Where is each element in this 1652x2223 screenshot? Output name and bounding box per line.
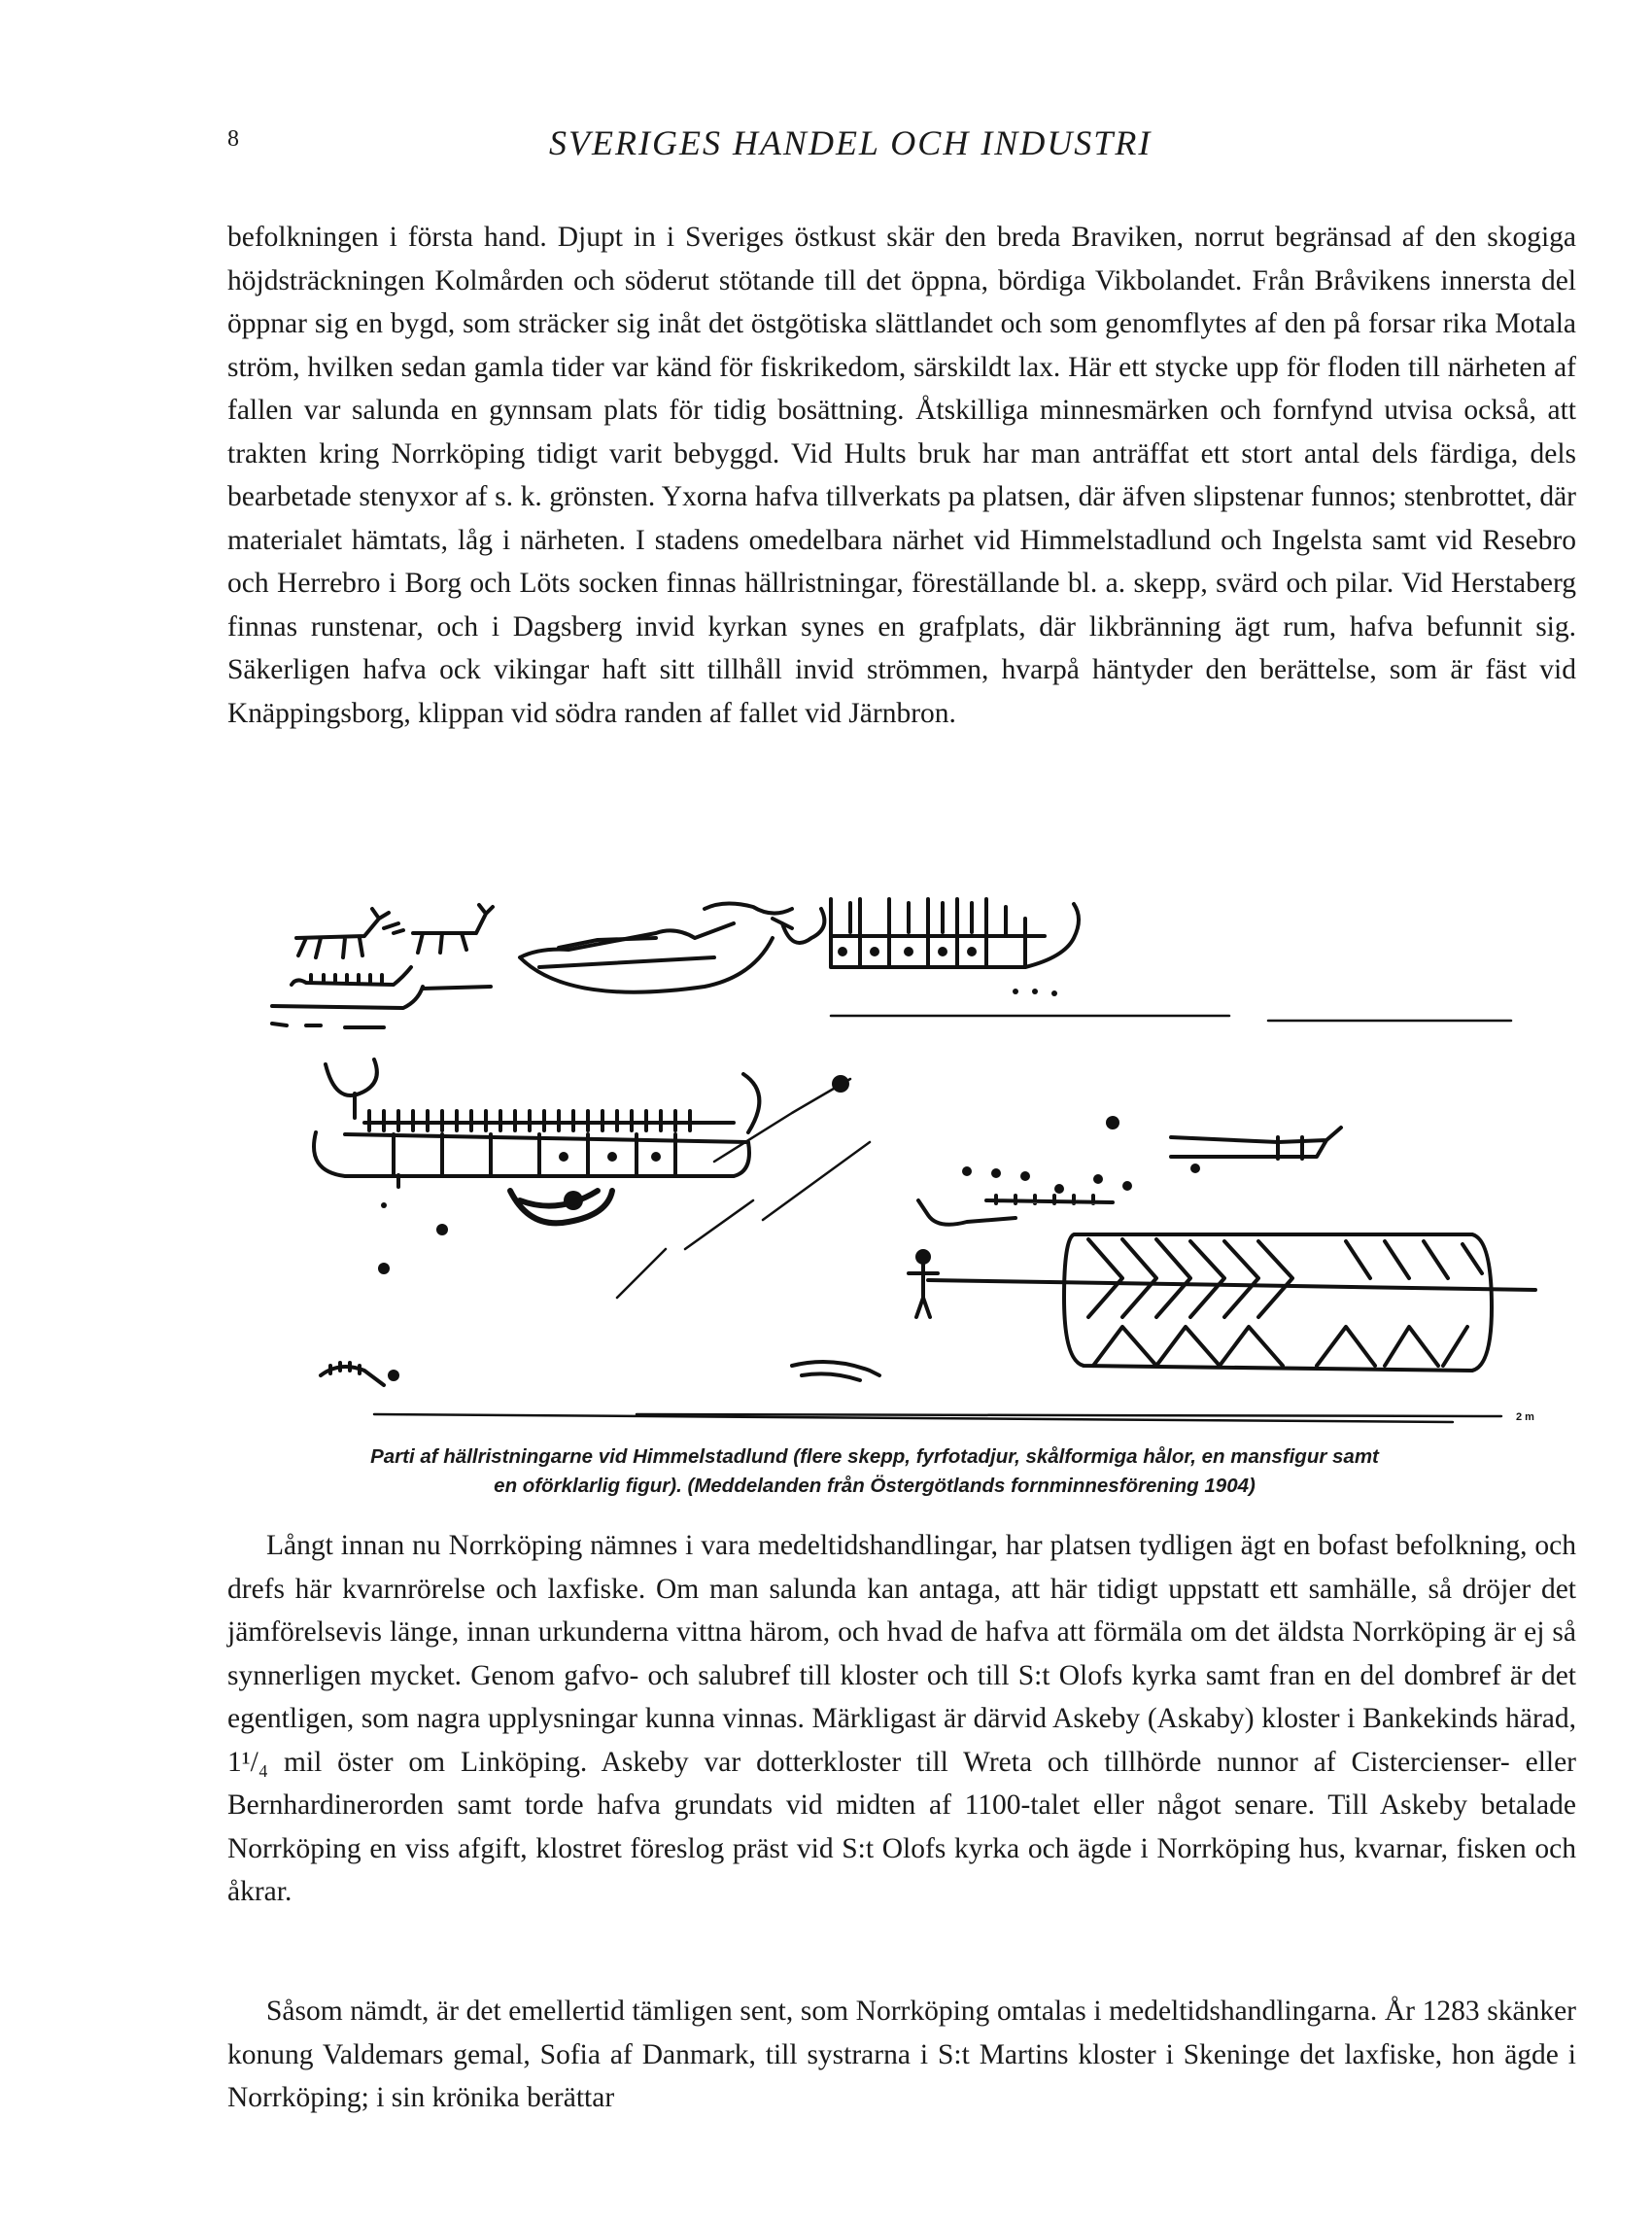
ship-figure-grid xyxy=(831,899,1079,967)
rock-carving-figure xyxy=(248,880,1550,1424)
running-title: SVERIGES HANDEL OCH INDUSTRI xyxy=(549,123,1153,162)
page-number: 8 xyxy=(227,126,239,152)
ship-figure-top xyxy=(520,903,824,991)
quadruped-figures xyxy=(296,905,493,957)
paragraph-2: Långt innan nu Norrköping nämnes i vara medeltidshandlingar, har platsen tydligen ägt en bofast befolkning, och drefs här kvarnrörelse och laxfiske. Om man salunda kan antaga, att här tidigt uppstatt ett samhälle, så dröjer det jämförelsevis länge, innan urkunderna vittna härom, och hvad de hafva att förmäla om det äldsta Norrköping är ej så synnerligen mycket. Genom gafvo- och salubref till kloster och till S:t Olofs kyrka samt fran en del dombref är det egentligen, som nagra upplysningar kunna vinnas. Märkligast är därvid Askeby (Askaby) kloster i Bankekinds härad, 1¹/₄ mil öster om Linköping. Askeby var dotterkloster till Wreta och tillhörde nunnor af Cistercienser- eller Bernhardinerorden samt torde hafva grundats vid midten af 1100-talet eller något senare. Till Askeby betalade Norrköping en viss afgift, klostret föreslog präst vid S:t Olofs kyrka och ägde i Norrköping hus, kvarnar, fisken och åkrar. xyxy=(227,1530,1576,1907)
small-boat-figures xyxy=(272,967,491,1027)
long-ship-figure xyxy=(314,1059,849,1187)
lower-left-marks xyxy=(321,1362,879,1385)
small-ship-right xyxy=(918,1196,1113,1225)
paragraph-3: Såsom nämdt, är det emellertid tämligen sent, som Norrköping omtalas i medeltidshandlingarna. År 1283 skänker konung Valdemars gemal, Sofia af Danmark, till systrarna i S:t Martins kloster i Skeninge det laxfiske, hon ägde i Norrköping; i sin krönika berättar xyxy=(227,1996,1576,2113)
figure-caption xyxy=(272,1442,1477,1501)
oval-net-figure xyxy=(1064,1234,1492,1371)
paragraph-1: befolkningen i första hand. Djupt in i Sveriges östkust skär den breda Braviken, norrut begränsad af den skogiga höjdsträckningen Kolmården och söderut stötande till det öppna, bördiga Vikbolandet. Från Bråvikens innersta del öppnar sig en bygd, som sträcker sig inåt det östgötiska slättlandet och som genomflytes af den på forsar rika Motala ström, hvilken sedan gamla tider var känd för fiskrikedom, särskildt lax. Här ett stycke upp för floden till närheten af fallen var salunda en gynnsam plats för tidig bosättning. Åtskilliga minnesmärken och fornfynd utvisa också, att trakten kring Norrköping tidigt varit bebyggd. Vid Hults bruk har man anträffat ett stort antal dels färdiga, dels bearbetade stenyxor af s. k. grönsten. Yxorna hafva tillverkats pa platsen, där äfven slipstenar funnos; stenbrottet, där materialet hämtats, låg i närheten. I stadens omedelbara närhet vid Himmelstadlund och Ingelsta samt vid Resebro och Herrebro i Borg och Löts socken finnas hällristningar, föreställande bl. a. skepp, svärd och pilar. Vid Herstaberg finnas runstenar, och i Dagsberg invid kyrkan synes en grafplats, där likbränning ägt rum, hafva befunnit sig. Säkerligen hafva ock vikingar haft sitt tillhåll invid strömmen, hvarpå häntyder den berättelse, som är fäst vid Knäppingsborg, klippan vid södra randen af fallet vid Järnbron. xyxy=(227,222,1576,729)
caption-line-2: en oförklarlig figur). (Meddelanden från Östergötlands fornminnesförening 1904) xyxy=(494,1475,1256,1497)
ship-figure-right xyxy=(1171,1128,1341,1173)
caption-line-1: Parti af hällristningarne vid Himmelstadlund (flere skepp, fyrfotadjur, skålformiga hålor, en mansfigur samt xyxy=(370,1445,1379,1468)
scale-label: 2 m xyxy=(1516,1411,1534,1423)
bowl-figure xyxy=(510,1191,612,1223)
